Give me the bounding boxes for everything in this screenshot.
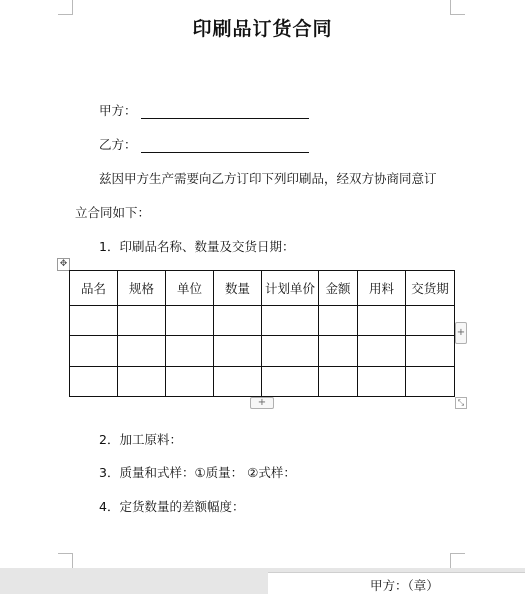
table-cell[interactable] [118,366,166,396]
table-cell[interactable] [262,306,319,336]
table-cell[interactable] [358,306,406,336]
clause-1[interactable]: 1．印刷品名称、数量及交货日期： [99,239,295,254]
table-cell[interactable] [358,366,406,396]
header-cell-amount[interactable]: 金额 [319,271,358,306]
table-cell[interactable] [406,366,455,396]
table-cell[interactable] [262,366,319,396]
party-b-line[interactable] [99,135,309,153]
intro-paragraph-line-1[interactable]: 兹因甲方生产需要向乙方订印下列印刷品，经双方协商同意订 [99,171,437,186]
table-cell[interactable] [214,306,262,336]
table-cell[interactable] [118,336,166,366]
table-row [70,366,455,396]
table-row [70,306,455,336]
party-b-blank[interactable] [141,138,309,153]
clause-3[interactable]: 3．质量和式样：①质量： ②式样： [99,465,296,480]
next-page-fragment[interactable]: 甲方：（章） [370,578,439,593]
table-resize-handle[interactable] [455,397,467,409]
header-cell-delivery[interactable]: 交货期 [406,271,455,306]
header-cell-name[interactable]: 品名 [70,271,118,306]
page-corner-mark [58,0,73,15]
table-cell[interactable] [70,306,118,336]
header-cell-material[interactable]: 用料 [358,271,406,306]
table-cell[interactable] [166,306,214,336]
add-row-button[interactable] [250,397,274,409]
table-header-row [70,271,455,306]
header-cell-unit-price[interactable]: 计划单价 [262,271,319,306]
plus-icon: + [456,327,466,338]
party-a-label: 甲方： [99,103,137,118]
party-a-blank[interactable] [141,104,309,119]
table-row [70,336,455,366]
table-cell[interactable] [118,306,166,336]
header-cell-spec[interactable]: 规格 [118,271,166,306]
table-cell[interactable] [166,336,214,366]
clause-4[interactable]: 4．定货数量的差额幅度： [99,499,245,514]
table-cell[interactable] [358,336,406,366]
add-column-button[interactable] [455,322,467,344]
move-cross-icon: ✥ [59,259,68,269]
page-corner-mark [450,0,465,15]
table-cell[interactable] [214,336,262,366]
header-cell-unit[interactable]: 单位 [166,271,214,306]
table-cell[interactable] [406,336,455,366]
table-cell[interactable] [70,366,118,396]
plus-icon: + [257,397,267,408]
table-cell[interactable] [262,336,319,366]
page-corner-mark [450,553,465,568]
table-cell[interactable] [214,366,262,396]
table-cell[interactable] [70,336,118,366]
intro-paragraph-line-2[interactable]: 立合同如下： [75,205,151,220]
document-title[interactable]: 印刷品订货合同 [192,18,333,40]
table-cell[interactable] [166,366,214,396]
party-a-line[interactable] [99,101,309,119]
table-cell[interactable] [406,306,455,336]
table-cell[interactable] [319,366,358,396]
order-table[interactable] [69,270,455,397]
clause-2[interactable]: 2．加工原料： [99,432,182,447]
party-b-label: 乙方： [99,137,137,152]
page-corner-mark [58,553,73,568]
resize-diagonal-icon: ⤡ [457,398,465,407]
table-cell[interactable] [319,306,358,336]
header-cell-quantity[interactable]: 数量 [214,271,262,306]
table-cell[interactable] [319,336,358,366]
